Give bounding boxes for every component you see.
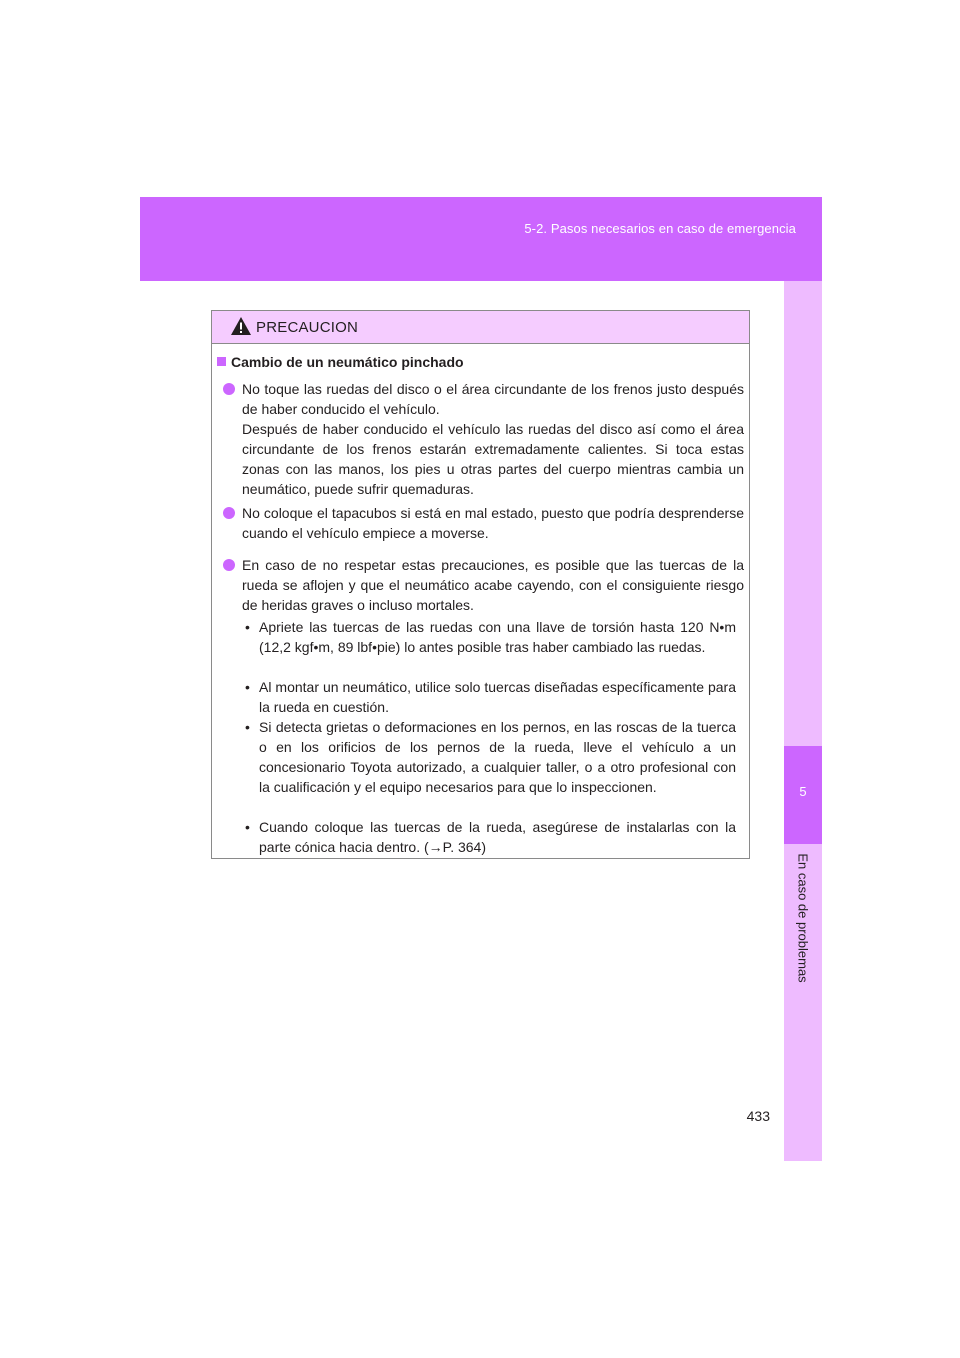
caution-subitem-4-text: Cuando coloque las tuercas de la rueda, asegúrese de instalarlas con la parte cónica hacia dentro. (→P. 364) [259, 819, 736, 855]
caution-title: PRECAUCION [256, 319, 359, 336]
circle-bullet-icon [223, 383, 235, 395]
chapter-label [795, 853, 811, 983]
bullet-mark: • [245, 819, 250, 835]
section-header-band [140, 197, 822, 281]
caution-subitem-2-text: Al montar un neumático, utilice solo tuercas diseñadas específicamente para la rueda en cuestión. [259, 679, 736, 715]
caution-subitem-4 [245, 817, 736, 857]
caution-item-1-detail: Después de haber conducido el vehículo las ruedas del disco así como el área circundante de los frenos estarán extremadamente calientes. Si toca estas zonas con las manos, los pies u otras partes del cuerpo mientras cambia un neumático, puede sufrir quemaduras. [242, 421, 744, 497]
caution-item-3 [242, 555, 744, 615]
caution-item-2 [242, 503, 744, 543]
caution-subitem-3 [245, 717, 736, 797]
page-number: 433 [746, 1108, 770, 1124]
caution-item-2-text: No coloque el tapacubos si está en mal estado, puesto que podría desprenderse cuando el vehículo empiece a moverse. [242, 505, 744, 541]
caution-section-heading-text: Cambio de un neumático pinchado [231, 354, 464, 370]
caution-item-1 [242, 379, 744, 499]
caution-item-1-text: No toque las ruedas del disco o el área circundante de los frenos justo después de haber conducido el vehículo. [242, 381, 744, 417]
caution-subitem-1-text: Apriete las tuercas de las ruedas con una llave de torsión hasta 120 N•m (12,2 kgf•m, 89 lbf•pie) lo antes posible tras haber cambiado las ruedas. [259, 619, 736, 655]
caution-item-3-text: En caso de no respetar estas precauciones, es posible que las tuercas de la rueda se aflojen y que el neumático acabe cayendo, con el consiguiente riesgo de heridas graves o incluso mortales. [242, 557, 744, 613]
caution-subitem-2 [245, 677, 736, 717]
side-tab-chapter[interactable] [784, 746, 822, 844]
section-title: 5-2. Pasos necesarios en caso de emergencia [524, 221, 796, 236]
bullet-mark: • [245, 719, 250, 735]
caution-subitem-3-text: Si detecta grietas o deformaciones en los pernos, en las roscas de la tuerca o en los orificios de los pernos de la rueda, lleve el vehículo a un concesionario Toyota autorizado, a cualquier taller, o a otro profesional con la cualificación y el equipo necesarios para que lo inspeccionen. [259, 719, 736, 795]
chapter-number: 5 [799, 784, 807, 799]
caution-section-heading [217, 354, 464, 370]
caution-subitem-1 [245, 617, 736, 657]
square-bullet-icon [217, 357, 226, 366]
bullet-mark: • [245, 679, 250, 695]
circle-bullet-icon [223, 507, 235, 519]
circle-bullet-icon [223, 559, 235, 571]
bullet-mark: • [245, 619, 250, 635]
caution-box [211, 310, 750, 859]
warning-triangle-icon [230, 316, 252, 336]
caution-header [212, 311, 749, 344]
chapter-label-text: En caso de problemas [795, 853, 811, 983]
side-tab-strip [784, 281, 822, 1161]
